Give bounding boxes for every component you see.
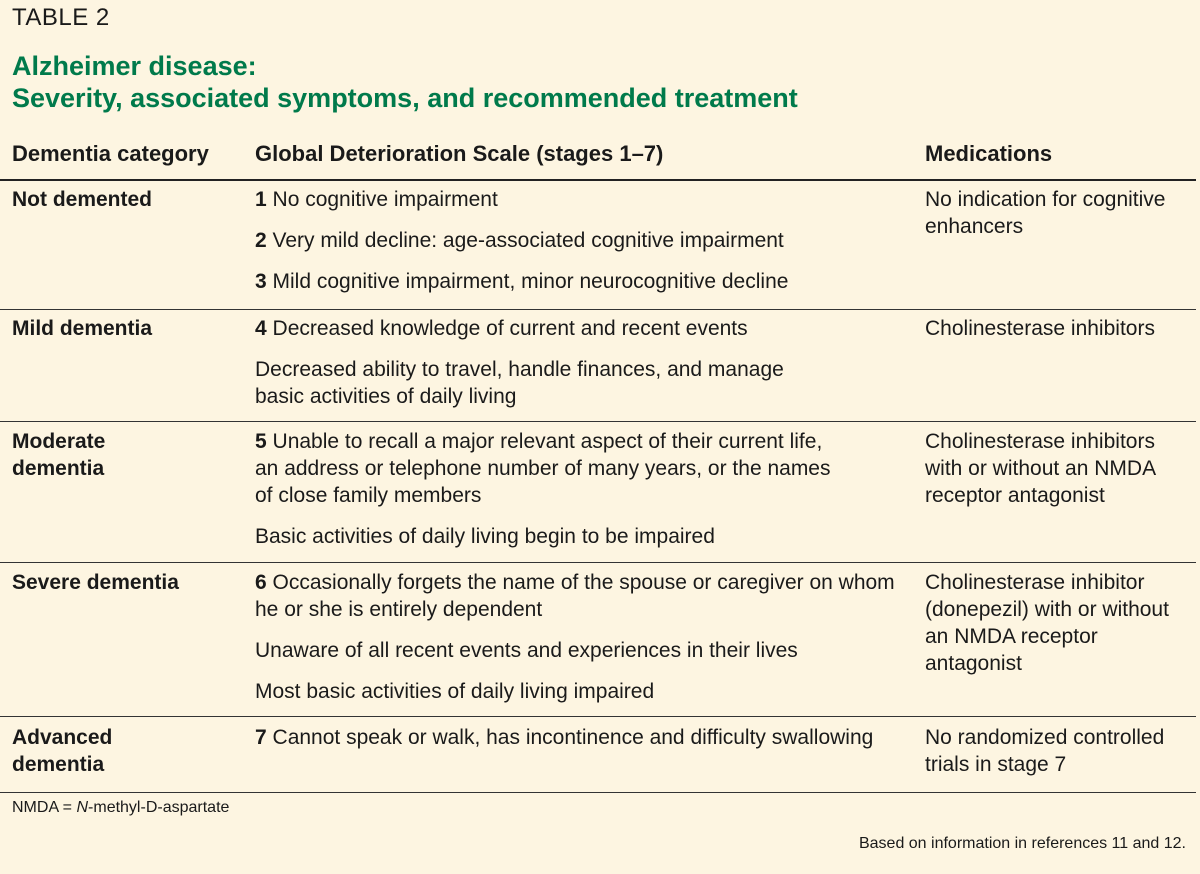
row-5-category: Advanced dementia <box>12 726 113 776</box>
stage-text: Unaware of all recent events and experiences in their lives <box>255 639 798 662</box>
table-label: TABLE 2 <box>12 4 110 31</box>
stage-item <box>255 227 915 254</box>
stage-text: Mild cognitive impairment, minor neurocognitive decline <box>266 270 789 293</box>
title-line-1: Alzheimer disease: <box>12 51 257 81</box>
stage-text: No cognitive impairment <box>266 188 498 211</box>
stage-number: 6 <box>255 571 267 594</box>
row-1-medication: No indication for cognitive enhancers <box>925 188 1166 238</box>
row-3-medication: Cholinesterase inhibitors with or without an NMDA receptor antagonist <box>925 430 1155 507</box>
stage-item <box>255 428 845 509</box>
row-2-category: Mild dementia <box>12 317 153 340</box>
header-medications: Medications <box>925 141 1053 166</box>
stage-number: 2 <box>255 229 267 252</box>
stage-text: Unable to recall a major relevant aspect of their current life, an address or telephone number of many years, or the names of close family members <box>255 430 831 507</box>
stage-text: Cannot speak or walk, has incontinence and difficulty swallowing <box>266 726 874 749</box>
footnote-prefix: NMDA = <box>12 799 77 816</box>
stage-item <box>255 724 915 751</box>
stage-text: Basic activities of daily living begin to be impaired <box>255 525 715 548</box>
row-1-category: Not demented <box>12 188 153 211</box>
row-2-medication: Cholinesterase inhibitors <box>925 317 1155 340</box>
stage-text: Occasionally forgets the name of the spouse or caregiver on whom he or she is entirely dependent <box>255 571 895 621</box>
row-divider <box>0 716 1196 717</box>
footnote-suffix: -methyl-D-aspartate <box>88 799 230 816</box>
row-5-medication: No randomized controlled trials in stage 7 <box>925 726 1165 776</box>
stage-item <box>255 678 905 705</box>
row-2-stages <box>255 315 795 410</box>
stage-text: Decreased ability to travel, handle finances, and manage basic activities of daily living <box>255 358 784 408</box>
header-scale: Global Deterioration Scale (stages 1–7) <box>255 141 664 166</box>
stage-item <box>255 523 845 550</box>
stage-number: 7 <box>255 726 267 749</box>
row-5-stages <box>255 724 915 751</box>
row-4-medication: Cholinesterase inhibitor (donepezil) with or without an NMDA receptor antagonist <box>925 571 1169 675</box>
stage-number: 4 <box>255 317 267 340</box>
row-divider <box>0 309 1196 310</box>
table-title <box>12 50 798 114</box>
row-3-category: Moderate dementia <box>12 430 106 480</box>
stage-item <box>255 356 795 410</box>
bottom-rule <box>0 792 1196 793</box>
row-4-stages <box>255 569 905 705</box>
title-line-2: Severity, associated symptoms, and recommended treatment <box>12 83 798 113</box>
stage-text: Very mild decline: age-associated cognitive impairment <box>266 229 784 252</box>
stage-number: 3 <box>255 270 267 293</box>
row-1-stages <box>255 186 915 295</box>
source-note: Based on information in references 11 and 12. <box>858 835 1186 852</box>
row-divider <box>0 421 1196 422</box>
stage-item <box>255 637 905 664</box>
stage-item <box>255 315 915 342</box>
footnote-italic: N <box>76 799 89 816</box>
stage-item <box>255 268 915 295</box>
row-divider <box>0 562 1196 563</box>
stage-text: Most basic activities of daily living impaired <box>255 680 655 703</box>
row-3-stages <box>255 428 845 550</box>
abbreviation-footnote <box>12 799 229 817</box>
stage-number: 5 <box>255 430 267 453</box>
header-rule <box>0 179 1196 181</box>
stage-item <box>255 186 915 213</box>
header-category: Dementia category <box>12 141 209 166</box>
row-4-category: Severe dementia <box>12 571 179 594</box>
stage-item <box>255 569 905 623</box>
stage-number: 1 <box>255 188 267 211</box>
stage-text: Decreased knowledge of current and recent events <box>266 317 748 340</box>
